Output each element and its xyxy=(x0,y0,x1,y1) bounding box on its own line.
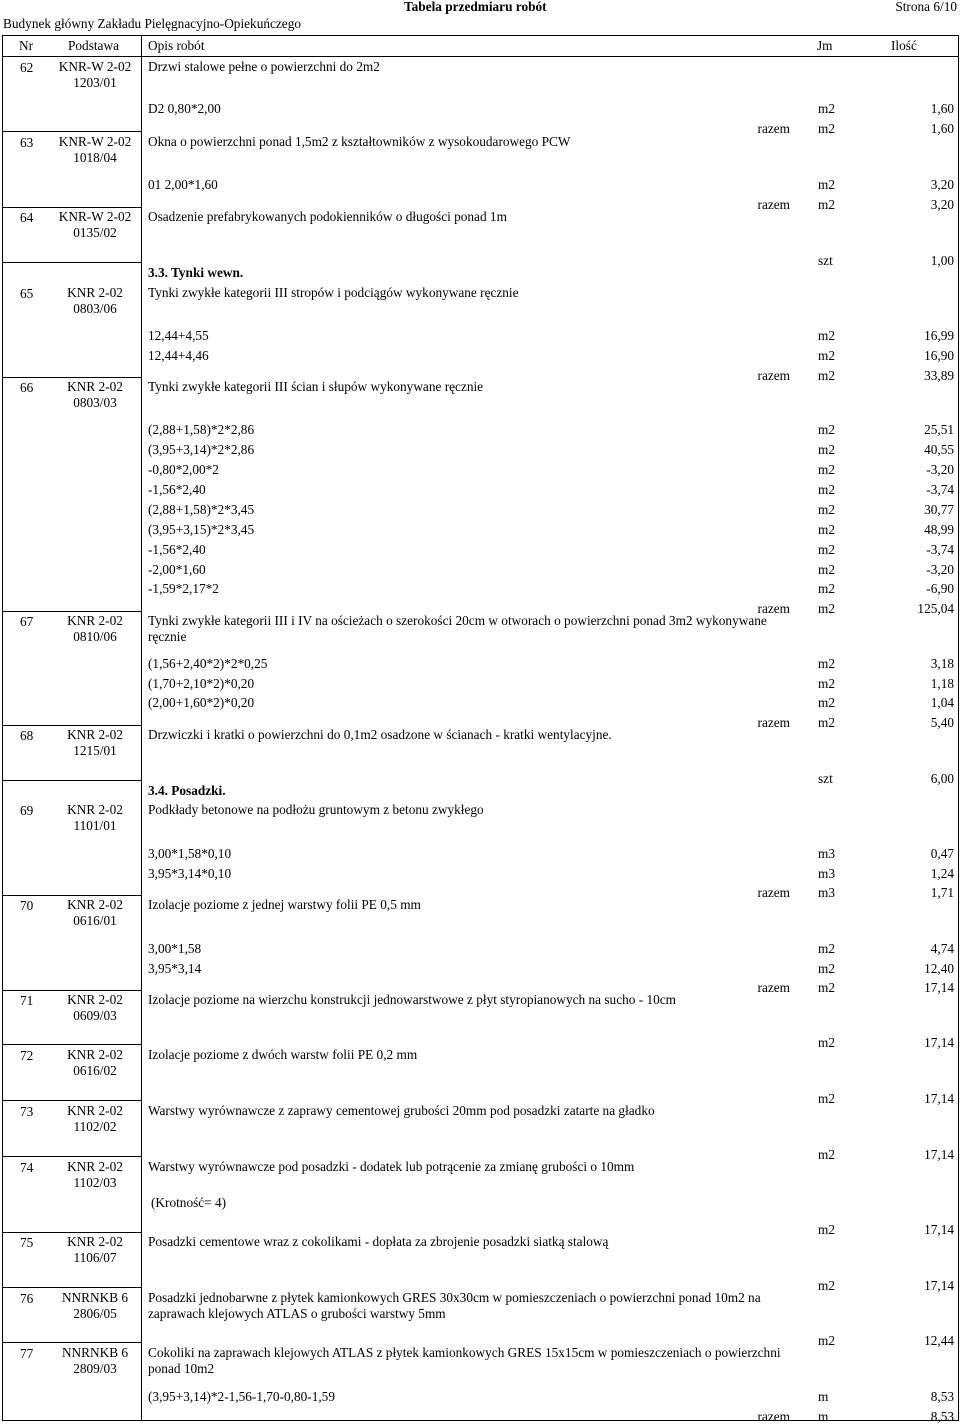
total-unit: m2 xyxy=(818,980,835,995)
unit: m2 xyxy=(818,482,835,497)
item-number: 68 xyxy=(20,728,34,743)
total-quantity: 1,71 xyxy=(930,885,954,900)
total-label: razem xyxy=(757,715,790,730)
total-unit: m2 xyxy=(818,715,835,730)
calc-expression: 3,00*1,58 xyxy=(148,941,202,956)
quantity: 1,00 xyxy=(930,253,954,268)
table-right-border xyxy=(958,35,959,1421)
item-description: Izolacje poziome z dwóch warstw folii PE 0,2 mm xyxy=(148,1047,418,1062)
quantity: 4,74 xyxy=(930,941,954,956)
col-header-jm: Jm xyxy=(817,38,833,53)
item-basis-code: KNR-W 2-02 xyxy=(58,209,132,224)
item-number: 66 xyxy=(20,380,34,395)
item-description: Osadzenie prefabrykowanych podokienników o długości ponad 1m xyxy=(148,209,507,224)
item-basis-number: 1018/04 xyxy=(73,150,117,165)
quantity: -6,90 xyxy=(926,581,954,596)
unit: m2 xyxy=(818,442,835,457)
total-quantity: 33,89 xyxy=(924,368,954,383)
quantity: 30,77 xyxy=(924,502,954,517)
item-multiplier-note: (Krotność= 4) xyxy=(151,1195,227,1210)
item-description: Tynki zwykłe kategorii III stropów i podciągów wykonywane ręcznie xyxy=(148,285,519,300)
total-label: razem xyxy=(757,197,790,212)
document-title: Tabela przedmiaru robót xyxy=(404,0,547,14)
row-separator xyxy=(2,895,141,896)
section-heading: 3.3. Tynki wewn. xyxy=(148,265,244,280)
row-separator xyxy=(2,207,141,208)
row-separator xyxy=(2,1287,141,1288)
item-description: Posadzki cementowe wraz z cokolikami - dopłata za zbrojenie posadzki siatką stalową xyxy=(148,1234,609,1249)
item-number: 69 xyxy=(20,803,34,818)
calc-expression: 3,95*3,14*0,10 xyxy=(148,866,232,881)
total-unit: m xyxy=(818,1409,829,1424)
calc-expression: 12,44+4,46 xyxy=(148,348,209,363)
item-basis-code: KNR 2-02 xyxy=(67,379,123,394)
total-quantity: 1,60 xyxy=(930,121,954,136)
quantity: 17,14 xyxy=(924,1278,954,1293)
item-number: 63 xyxy=(20,135,34,150)
calc-expression: D2 0,80*2,00 xyxy=(148,101,221,116)
calc-expression: (2,88+1,58)*2*2,86 xyxy=(148,422,255,437)
item-number: 65 xyxy=(20,286,34,301)
item-basis-number: 1102/02 xyxy=(73,1119,117,1134)
item-basis-number: 1203/01 xyxy=(73,75,117,90)
unit: m2 xyxy=(818,562,835,577)
unit: m2 xyxy=(818,1222,835,1237)
quantity: 16,99 xyxy=(924,328,954,343)
quantity: 8,53 xyxy=(930,1389,954,1404)
quantity: 1,18 xyxy=(930,676,954,691)
header-bottom-border xyxy=(2,56,958,57)
unit: m2 xyxy=(818,581,835,596)
item-basis-code: NNRNKB 6 xyxy=(61,1290,129,1305)
row-separator xyxy=(2,1044,141,1045)
total-unit: m2 xyxy=(818,368,835,383)
calc-expression: -1,56*2,40 xyxy=(148,542,206,557)
item-basis-number: 1106/07 xyxy=(73,1250,117,1265)
company-name: Budynek główny Zakładu Pielęgnacyjno-Opiekuńczego xyxy=(3,16,301,31)
item-number: 74 xyxy=(20,1160,34,1175)
item-number: 77 xyxy=(20,1346,34,1361)
row-separator xyxy=(2,725,141,726)
quantity: -3,20 xyxy=(926,462,954,477)
item-description: Izolacje poziome z jednej warstwy folii PE 0,5 mm xyxy=(148,897,421,912)
item-description: Drzwiczki i kratki o powierzchni do 0,1m2 osadzone w ścianach - kratki wentylacyjne. xyxy=(148,727,612,742)
row-separator xyxy=(2,262,141,263)
section-heading: 3.4. Posadzki. xyxy=(148,783,226,798)
total-quantity: 3,20 xyxy=(930,197,954,212)
calc-expression: (3,95+3,14)*2*2,86 xyxy=(148,442,255,457)
item-number: 62 xyxy=(20,60,34,75)
unit: m2 xyxy=(818,1147,835,1162)
row-separator xyxy=(2,780,141,781)
unit: m2 xyxy=(818,348,835,363)
item-basis-code: KNR 2-02 xyxy=(67,1047,123,1062)
row-separator xyxy=(2,1232,141,1233)
item-basis-number: 0803/03 xyxy=(73,395,117,410)
total-label: razem xyxy=(757,1409,790,1424)
total-quantity: 125,04 xyxy=(917,601,954,616)
quantity: 17,14 xyxy=(924,1222,954,1237)
unit: m3 xyxy=(818,846,835,861)
calc-expression: -0,80*2,00*2 xyxy=(148,462,219,477)
item-basis-number: 1215/01 xyxy=(73,743,117,758)
item-basis-code: KNR 2-02 xyxy=(67,285,123,300)
item-number: 72 xyxy=(20,1048,34,1063)
row-separator xyxy=(2,990,141,991)
unit: m2 xyxy=(818,1035,835,1050)
quantity: -3,20 xyxy=(926,562,954,577)
row-separator xyxy=(2,1342,141,1343)
quantity: -3,74 xyxy=(926,482,954,497)
calc-expression: 12,44+4,55 xyxy=(148,328,209,343)
item-basis-number: 0616/01 xyxy=(73,913,117,928)
total-unit: m2 xyxy=(818,197,835,212)
unit: m2 xyxy=(818,177,835,192)
quantity: 48,99 xyxy=(924,522,954,537)
item-number: 67 xyxy=(20,614,34,629)
item-description: Drzwi stalowe pełne o powierzchni do 2m2 xyxy=(148,59,380,74)
total-unit: m3 xyxy=(818,885,835,900)
quantity: -3,74 xyxy=(926,542,954,557)
unit: m2 xyxy=(818,941,835,956)
unit: m2 xyxy=(818,1333,835,1348)
page-number: Strona 6/10 xyxy=(895,0,957,14)
item-number: 73 xyxy=(20,1104,34,1119)
col-header-nr: Nr xyxy=(19,38,34,53)
quantity: 1,60 xyxy=(930,101,954,116)
unit: m2 xyxy=(818,328,835,343)
unit: m2 xyxy=(818,542,835,557)
calc-expression: (1,56+2,40*2)*2*0,25 xyxy=(148,656,268,671)
item-basis-number: 2806/05 xyxy=(73,1306,117,1321)
unit: m2 xyxy=(818,502,835,517)
total-quantity: 8,53 xyxy=(930,1409,954,1424)
unit: m2 xyxy=(818,1091,835,1106)
item-basis-code: KNR 2-02 xyxy=(67,802,123,817)
item-basis-code: KNR 2-02 xyxy=(67,1159,123,1174)
item-basis-number: 0135/02 xyxy=(73,225,117,240)
unit: m xyxy=(818,1389,829,1404)
quantity: 6,00 xyxy=(930,771,954,786)
row-separator xyxy=(2,611,141,612)
column-divider xyxy=(141,35,142,1421)
unit: m2 xyxy=(818,656,835,671)
table-bottom-border xyxy=(2,1420,958,1421)
item-basis-number: 0803/06 xyxy=(73,301,117,316)
item-basis-number: 0609/03 xyxy=(73,1008,117,1023)
row-separator xyxy=(2,1156,141,1157)
item-description: Cokoliki na zaprawach klejowych ATLAS z płytek kamionkowych GRES 15x15cm w pomieszczeniach o powierzchni ponad 10m2 xyxy=(148,1345,781,1376)
quantity: 25,51 xyxy=(924,422,954,437)
total-label: razem xyxy=(757,980,790,995)
item-basis-code: KNR 2-02 xyxy=(67,613,123,628)
calc-expression: -1,59*2,17*2 xyxy=(148,581,219,596)
item-basis-code: KNR-W 2-02 xyxy=(58,59,132,74)
quantity: 3,18 xyxy=(930,656,954,671)
item-basis-number: 1101/01 xyxy=(73,818,117,833)
item-number: 64 xyxy=(20,210,34,225)
total-label: razem xyxy=(757,601,790,616)
calc-expression: 3,95*3,14 xyxy=(148,961,202,976)
quantity: 16,90 xyxy=(924,348,954,363)
calc-expression: -2,00*1,60 xyxy=(148,562,206,577)
row-separator xyxy=(2,377,141,378)
unit: szt xyxy=(818,771,833,786)
calc-expression: (2,88+1,58)*2*3,45 xyxy=(148,502,255,517)
total-quantity: 17,14 xyxy=(924,980,954,995)
item-basis-number: 2809/03 xyxy=(73,1361,117,1376)
item-basis-code: KNR 2-02 xyxy=(67,897,123,912)
item-basis-number: 0616/02 xyxy=(73,1063,117,1078)
unit: szt xyxy=(818,253,833,268)
unit: m2 xyxy=(818,1278,835,1293)
unit: m3 xyxy=(818,866,835,881)
unit: m2 xyxy=(818,101,835,116)
quantity: 1,24 xyxy=(930,866,954,881)
item-description: Warstwy wyrównawcze pod posadzki - dodatek lub potrącenie za zmianę grubości o 10mm xyxy=(148,1159,635,1174)
item-description: Podkłady betonowe na podłożu gruntowym z betonu zwykłego xyxy=(148,802,484,817)
unit: m2 xyxy=(818,961,835,976)
item-basis-code: KNR 2-02 xyxy=(67,1234,123,1249)
item-number: 75 xyxy=(20,1235,34,1250)
item-description: Okna o powierzchni ponad 1,5m2 z kształtowników z wysokoudarowego PCW xyxy=(148,134,571,149)
total-unit: m2 xyxy=(818,601,835,616)
item-basis-code: KNR 2-02 xyxy=(67,992,123,1007)
unit: m2 xyxy=(818,676,835,691)
item-number: 70 xyxy=(20,898,34,913)
calc-expression: (3,95+3,15)*2*3,45 xyxy=(148,522,255,537)
item-number: 76 xyxy=(20,1291,34,1306)
row-separator xyxy=(2,131,141,132)
item-description: Tynki zwykłe kategorii III ścian i słupów wykonywane ręcznie xyxy=(148,379,484,394)
calc-expression: -1,56*2,40 xyxy=(148,482,206,497)
item-basis-code: NNRNKB 6 xyxy=(61,1345,129,1360)
quantity: 0,47 xyxy=(930,846,954,861)
item-description: Warstwy wyrównawcze z zaprawy cementowej grubości 20mm pod posadzki zatarte na gładko xyxy=(148,1103,655,1118)
item-basis-code: KNR 2-02 xyxy=(67,727,123,742)
quantity: 40,55 xyxy=(924,442,954,457)
quantity: 12,40 xyxy=(924,961,954,976)
calc-expression: 01 2,00*1,60 xyxy=(148,177,218,192)
quantity: 1,04 xyxy=(930,695,954,710)
calc-expression: (2,00+1,60*2)*0,20 xyxy=(148,695,255,710)
item-basis-code: KNR 2-02 xyxy=(67,1103,123,1118)
row-separator xyxy=(2,1100,141,1101)
total-quantity: 5,40 xyxy=(930,715,954,730)
unit: m2 xyxy=(818,522,835,537)
col-header-podstawa: Podstawa xyxy=(68,38,119,53)
unit: m2 xyxy=(818,695,835,710)
quantity: 3,20 xyxy=(930,177,954,192)
calc-expression: (1,70+2,10*2)*0,20 xyxy=(148,676,255,691)
item-description: Tynki zwykłe kategorii III i IV na ościeżach o szerokości 20cm w otworach o powierzchni ponad 3m2 wykonywane ręcznie xyxy=(148,613,767,644)
table-left-border xyxy=(2,35,3,1421)
quantity: 17,14 xyxy=(924,1147,954,1162)
item-basis-number: 0810/06 xyxy=(73,629,117,644)
col-header-opis: Opis robót xyxy=(148,38,205,53)
unit: m2 xyxy=(818,422,835,437)
quantity: 12,44 xyxy=(924,1333,954,1348)
calc-expression: 3,00*1,58*0,10 xyxy=(148,846,232,861)
total-label: razem xyxy=(757,121,790,136)
total-label: razem xyxy=(757,885,790,900)
unit: m2 xyxy=(818,462,835,477)
item-description: Izolacje poziome na wierzchu konstrukcji jednowarstwowe z płyt styropianowych na sucho - 10cm xyxy=(148,992,677,1007)
calc-expression: (3,95+3,14)*2-1,56-1,70-0,80-1,59 xyxy=(148,1389,335,1404)
item-basis-number: 1102/03 xyxy=(73,1175,117,1190)
quantity: 17,14 xyxy=(924,1091,954,1106)
total-label: razem xyxy=(757,368,790,383)
item-number: 71 xyxy=(20,993,34,1008)
table-top-border xyxy=(2,35,958,36)
item-basis-code: KNR-W 2-02 xyxy=(58,134,132,149)
item-description: Posadzki jednobarwne z płytek kamionkowych GRES 30x30cm w pomieszczeniach o powierzchni ponad 10m2 na zaprawach klejowych ATLAS o grubości warstwy 5mm xyxy=(148,1290,761,1321)
total-unit: m2 xyxy=(818,121,835,136)
col-header-ilosc: Ilość xyxy=(891,38,917,53)
quantity: 17,14 xyxy=(924,1035,954,1050)
